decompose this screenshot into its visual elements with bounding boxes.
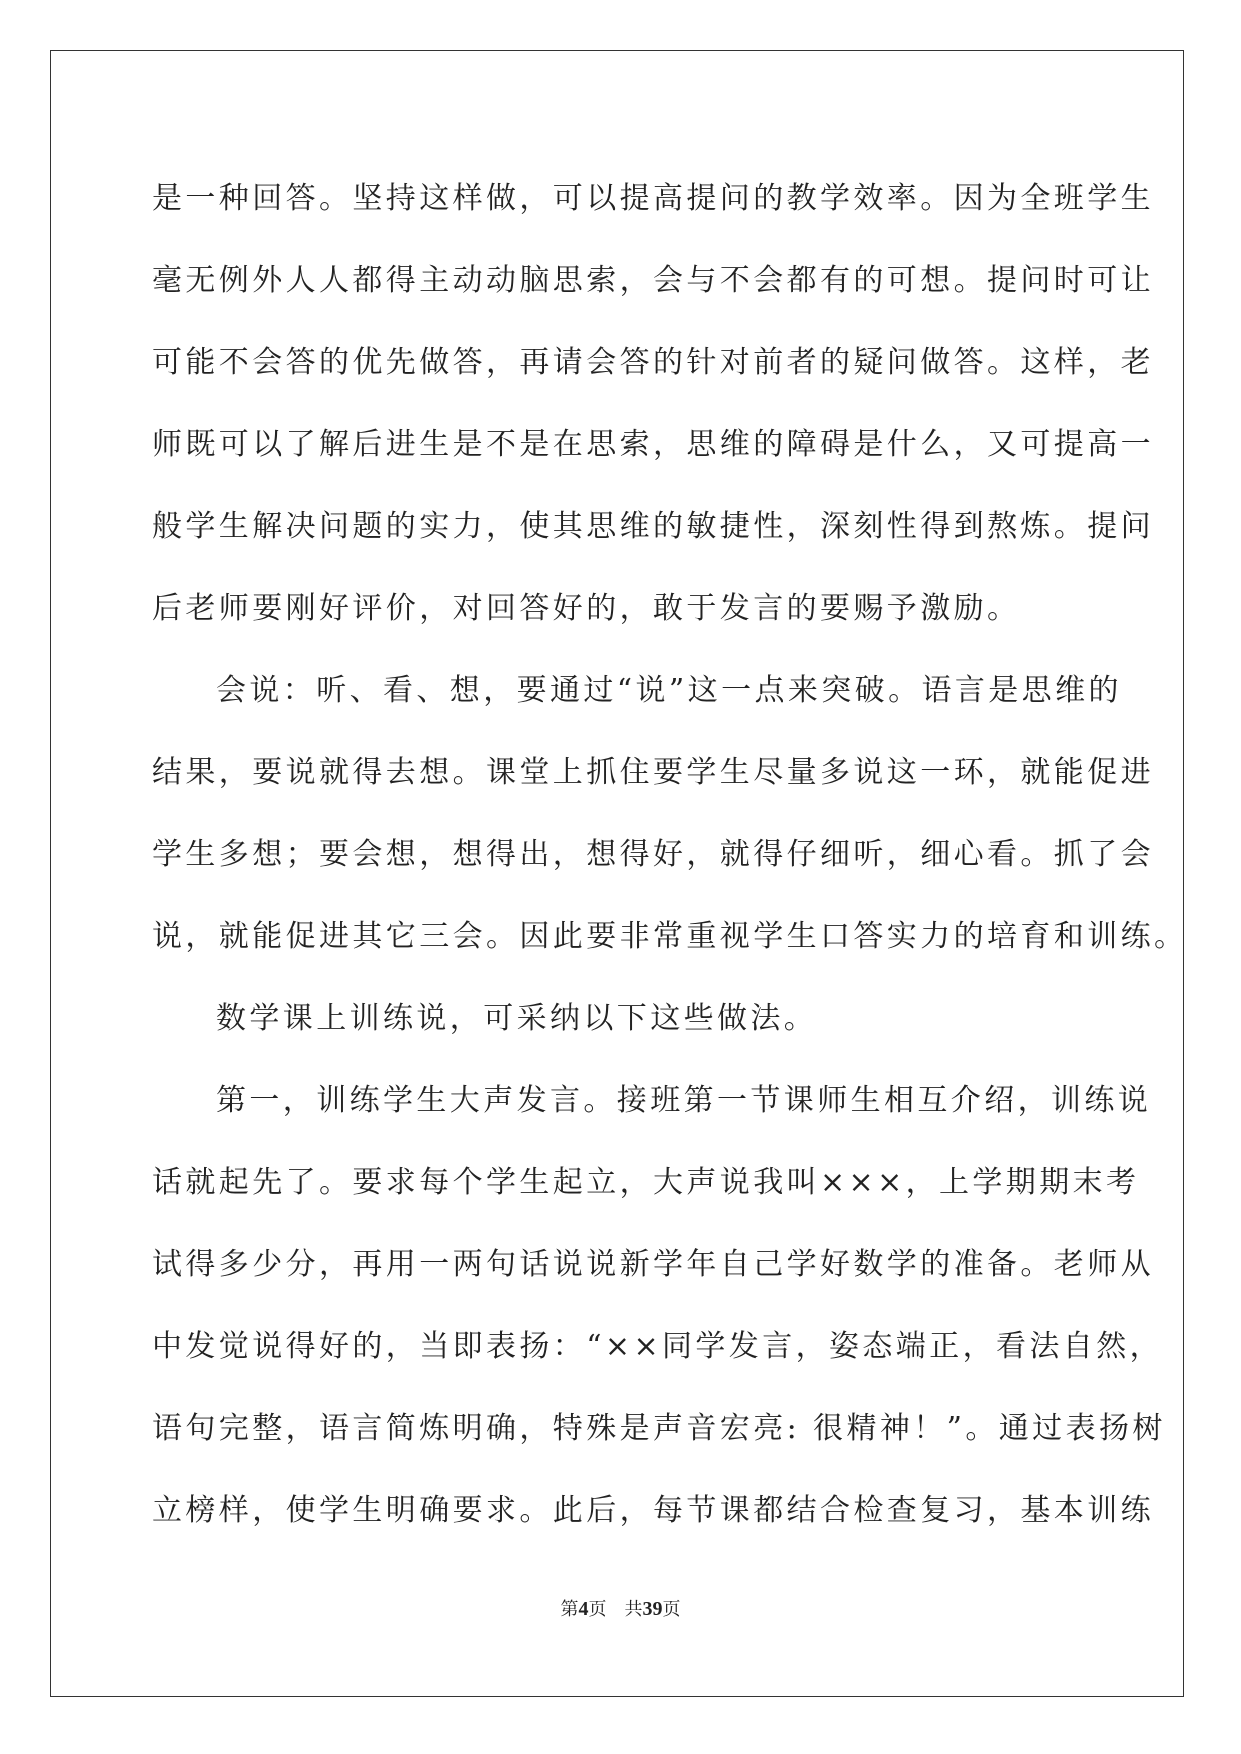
paragraph-start-line: 会说：听、看、想，要通过“说”这一点来突破。语言是思维的 [216, 673, 1122, 708]
text-line: 毫无例外人人都得主动动脑思索，会与不会都有的可想。提问时可让 [152, 263, 1154, 298]
text-line: 是一种回答。坚持这样做，可以提高提问的教学效率。因为全班学生 [152, 181, 1154, 216]
text-line: 语句完整，语言简炼明确，特殊是声音宏亮: 很精神！”。通过表扬树 [152, 1411, 1166, 1446]
text-line: 立榜样，使学生明确要求。此后，每节课都结合检查复习，基本训练 [152, 1493, 1154, 1528]
page-footer [0, 1595, 1241, 1621]
paragraph-start-line: 数学课上训练说，可采纳以下这些做法。 [216, 1001, 818, 1036]
text-line: 师既可以了解后进生是不是在思索，思维的障碍是什么，又可提高一 [152, 427, 1154, 462]
footer-total-suffix: 页 [662, 1599, 681, 1620]
footer-total-prefix: 共 [624, 1599, 643, 1620]
text-line: 中发觉说得好的，当即表扬：“××同学发言，姿态端正，看法自然， [152, 1329, 1164, 1364]
paragraph-start-line: 第一，训练学生大声发言。接班第一节课师生相互介绍，训练说 [216, 1083, 1152, 1118]
text-line: 试得多少分，再用一两句话说说新学年自己学好数学的准备。老师从 [152, 1247, 1154, 1282]
page-number: 4 [578, 1598, 589, 1620]
document-body [152, 158, 1188, 1552]
text-line: 后老师要刚好评价，对回答好的，敢于发言的要赐予激励。 [152, 591, 1021, 626]
text-line: 说，就能促进其它三会。因此要非常重视学生口答实力的培育和训练。 [152, 919, 1188, 954]
text-line: 结果，要说就得去想。课堂上抓住要学生尽量多说这一环，就能促进 [152, 755, 1154, 790]
text-line: 般学生解决问题的实力，使其思维的敏捷性，深刻性得到熬炼。提问 [152, 509, 1154, 544]
text-line: 学生多想；要会想，想得出，想得好，就得仔细听，细心看。抓了会 [152, 837, 1154, 872]
footer-page-suffix: 页 [588, 1599, 607, 1620]
text-line: 话就起先了。要求每个学生起立，大声说我叫×××，上学期期末考 [152, 1165, 1140, 1200]
footer-prefix: 第 [560, 1599, 579, 1620]
text-line: 可能不会答的优先做答，再请会答的针对前者的疑问做答。这样，老 [152, 345, 1154, 380]
total-pages: 39 [642, 1598, 663, 1620]
